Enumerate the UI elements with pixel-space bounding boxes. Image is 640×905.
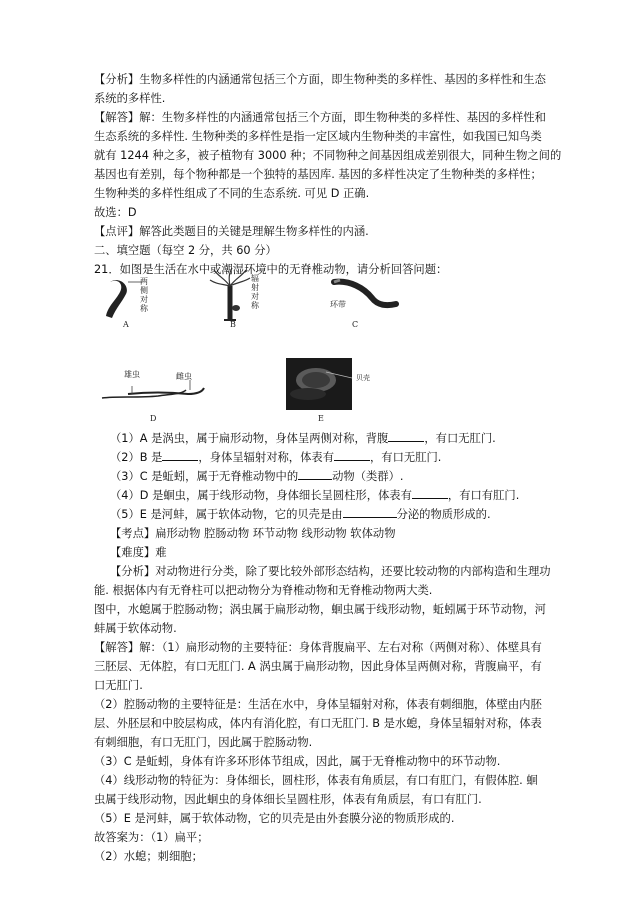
figure-e-label: 贝壳 — [356, 374, 370, 382]
answer-line: 层、外胚层和中胶层构成，体内有消化腔，有口无肛门. B 是水螅，身体呈辐射对称，体表 — [94, 717, 542, 730]
figure-b-label: 辐射对称 — [251, 274, 259, 310]
figure-a-caption: A — [123, 320, 129, 329]
figure-c-caption: C — [352, 320, 359, 329]
question-5: （5）E 是河蚌，属于软体动物，它的贝壳是由 分泌的物质形成的. — [110, 505, 580, 524]
answer-blank[interactable] — [343, 505, 397, 518]
figure-d-caption: D — [150, 414, 157, 423]
analysis-line: 【分析】对动物进行分类，除了要比较外部形态结构，还要比较动物的内部构造和生理功 — [110, 565, 551, 578]
analysis-line: 系统的多样性. — [94, 92, 166, 105]
comment-line: 【点评】解答此类题目的关键是理解生物多样性的内涵. — [94, 225, 369, 238]
answer-blank[interactable] — [334, 448, 370, 461]
answer-blank[interactable] — [298, 467, 332, 480]
question-3: （3）C 是蚯蚓，属于无脊椎动物中的 动物（类群）. — [110, 467, 580, 486]
question-1: （1）A 是涡虫，属于扁形动物，身体呈两侧对称，背腹 ，有口无肛门. — [110, 429, 580, 448]
figure-e-caption: E — [318, 414, 324, 423]
figure-b-hydra — [208, 268, 252, 326]
figure-e-clam-photo — [286, 358, 352, 410]
answer-line: （5）E 是河蚌，属于软体动物，它的贝壳是由外套膜分泌的物质形成的. — [94, 812, 455, 825]
answer-blank[interactable] — [162, 448, 198, 461]
question-stem: 21．如图是生活在水中或潮湿环境中的无脊椎动物，请分析回答问题： — [94, 263, 448, 276]
answer-line: 生物种类的多样性组成了不同的生态系统. 可见 D 正确. — [94, 187, 370, 200]
analysis-line: 【分析】生物多样性的内涵通常包括三个方面，即生物种类的多样性、基因的多样性和生态 — [94, 73, 546, 86]
difficulty: 【难度】难 — [110, 546, 167, 559]
key-points: 【考点】扁形动物 腔肠动物 环节动物 线形动物 软体动物 — [110, 527, 396, 540]
figure-c-label: 环带 — [330, 300, 346, 309]
figure-d-male-label: 雄虫 — [124, 370, 140, 379]
final-answer-line: （2）水螅；刺细胞； — [94, 850, 203, 863]
final-answer-line: 故答案为：（1）扁平； — [94, 831, 209, 844]
answer-line: 口无肛门. — [94, 679, 143, 692]
answer-line: 有刺细胞，有口无肛门，因此属于腔肠动物. — [94, 736, 313, 749]
answer-blank[interactable] — [412, 486, 448, 499]
answer-line: 三胚层、无体腔，有口无肛门. A 涡虫属于扁形动物，因此身体呈两侧对称，背腹扁平，有 — [94, 660, 542, 673]
answer-line: （2）腔肠动物的主要特征是：生活在水中，身体呈辐射对称，体表有刺细胞，体壁由内胚 — [94, 698, 542, 711]
answer-line: 【解答】解：生物多样性的内涵通常包括三个方面，即生物种类的多样性、基因的多样性和 — [94, 111, 546, 124]
answer-blank[interactable] — [388, 429, 424, 442]
answer-line: （3）C 是蚯蚓，身体有许多环形体节组成，因此，属于无脊椎动物中的环节动物. — [94, 755, 501, 768]
answer-line: （4）线形动物的特征为：身体细长，圆柱形，体表有角质层，有口有肛门，有假体腔. 蛔 — [94, 774, 538, 787]
answer-line: 基因也有差别，每个物种都是一个独特的基因库. 基因的多样性决定了生物种类的多样性； — [94, 168, 542, 181]
answer-line: 生态系统的多样性. 生物种类的多样性是指一定区域内生物种类的丰富性，如我国已知鸟类 — [94, 130, 542, 143]
answer-line: 【解答】解：（1）扁形动物的主要特征：身体背腹扁平、左右对称（两侧对称）、体壁具有 — [94, 641, 542, 654]
answer-line: 虫属于线形动物，因此蛔虫的身体细长呈圆柱形，体表有角质层，有口有肛门. — [94, 793, 482, 806]
figure-b-caption: B — [230, 320, 236, 329]
figure-d-female-label: 雌虫 — [176, 372, 192, 381]
analysis-line: 能. 根据体内有无脊柱可以把动物分为脊椎动物和无脊椎动物两大类. — [94, 584, 433, 597]
figure-a-label: 两侧对称 — [140, 277, 148, 313]
question-4: （4）D 是蛔虫，属于线形动物，身体细长呈圆柱形，体表有 ，有口有肛门. — [110, 486, 580, 505]
section-heading: 二、填空题（每空 2 分，共 60 分） — [94, 244, 277, 257]
analysis-line: 蚌属于软体动物. — [94, 622, 177, 635]
analysis-line: 图中，水螅属于腔肠动物；涡虫属于扁形动物，蛔虫属于线形动物，蚯蚓属于环节动物，河 — [94, 603, 546, 616]
answer-line: 就有 1244 种之多，被子植物有 3000 种；不同物种之间基因组成差别很大，同种生物之间的 — [94, 149, 562, 162]
question-2: （2）B 是 ，身体呈辐射对称，体表有 ，有口无肛门. — [110, 448, 580, 467]
choice-line: 故选：D — [94, 206, 137, 219]
